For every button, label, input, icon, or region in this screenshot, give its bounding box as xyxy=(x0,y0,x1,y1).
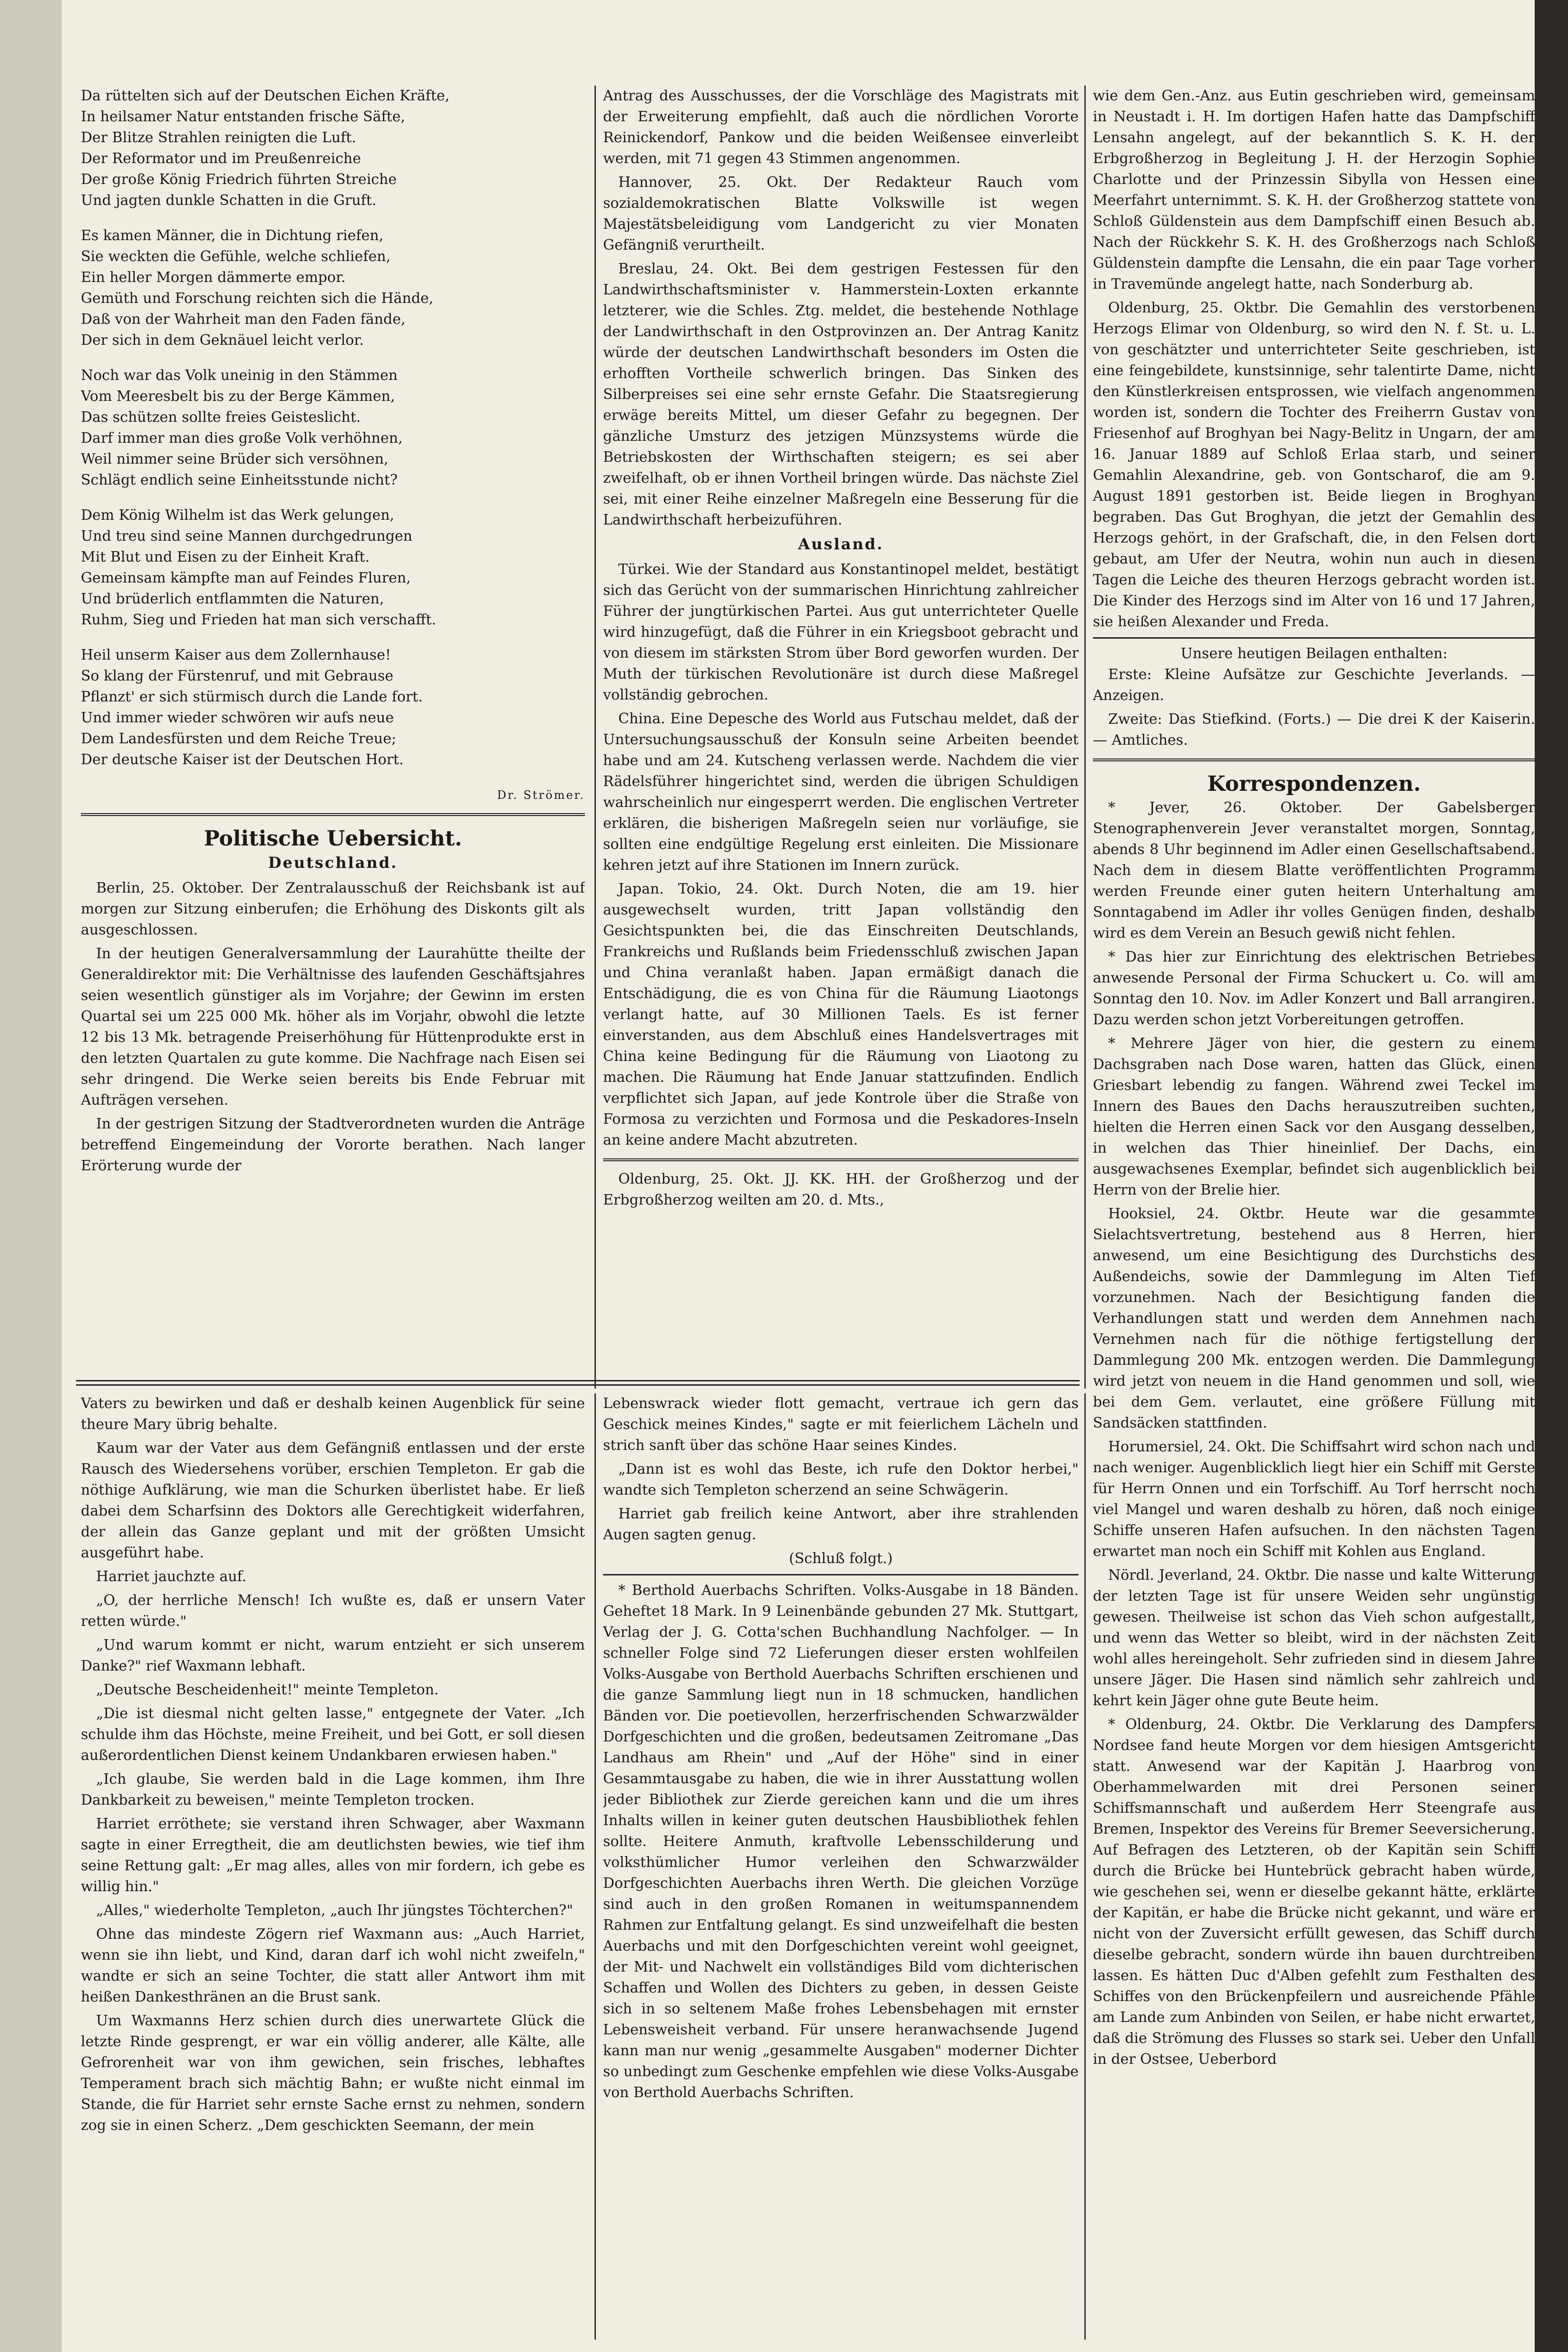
article-paragraph-japan: Japan. Tokio, 24. Okt. Durch Noten, die am 19. hier ausgewechselt wurden, tritt Japan vollständig den Gesichtspunkten bei, die das Einschreiten Deutschlands, Frankreichs und Rußlands beim Friedensschluß zwischen Japan und China veranlaßt haben. Japan ermäßigt danach die Entschädigung, die es von China für die Räumung Liaotongs verlangt hatte, auf 30 Millionen Taels. Es ist ferner einverstanden, aus dem Abschluß eines Handelsvertrages mit China keine Bedingung für die Räumung von Liaotong zu machen. Die Räumung hat Ende Januar stattzufinden. Endlich verpflichtet sich Japan, auf jede Kontrole über die Straße von Formosa zu verzichten und Formosa und die Peskadores-Inseln an keine andere Macht abzutreten. xyxy=(603,881,1079,1148)
poem-stanza xyxy=(81,86,585,211)
poem-line: Ruhm, Sieg und Frieden hat man sich verschafft. xyxy=(81,612,437,628)
poem-line: Der deutsche Kaiser ist der Deutschen Hort. xyxy=(81,751,404,768)
korr-paragraph: * Oldenburg, 24. Oktbr. Die Verklarung des Dampfers Nordsee fand heute Morgen vor dem hiesigen Amtsgericht statt. Anwesend war der Kapitän J. Haarbrog von Oberhammelwarden mit drei Personen seiner Schiffsmannschaft und außerdem Herr Steengrafe aus Bremen, Inspektor des Vereins für Bremer Seeversicherung. Auf Befragen des Letzteren, ob der Kapitän sein Schiff durch die Brücke bei Huntebrück gebracht haben würde, wie geschehen sei, wenn er dieselbe gekannt hätte, erklärte der Kapitän, er habe die Brücke nicht gekannt, und wäre er nicht von der Zuversicht erfüllt gewesen, das Schiff durch dieselbe gebracht, sondern würde ihn bauen durchtreiben lassen. Es hätten Duc d'Alben gefehlt zum Festhalten des Schiffes von den Brückenpfeilern und ausreichende Pfähle am Lande zum Anbinden von Seilen, er habe nicht erwartet, daß die Strömung des Flusses so stark sei. Ueber den Unfall in der Ostsee, Ueberbord xyxy=(1093,1716,1535,2068)
poem-stanza xyxy=(81,225,585,351)
feuilleton-column-2 xyxy=(603,1393,1079,2340)
poem-line: Darf immer man dies große Volk verhöhnen, xyxy=(81,430,403,447)
feuilleton-paragraph: „Deutsche Bescheidenheit!" meinte Templeton. xyxy=(96,1681,439,1698)
subheading-ausland: Ausland. xyxy=(798,535,884,553)
feuilleton-separator xyxy=(76,1380,1080,1386)
column-rule xyxy=(594,1393,596,2340)
poem-line: Und immer wieder schwören wir aufs neue xyxy=(81,709,394,726)
section-heading-korrespondenzen: Korrespondenzen. xyxy=(1207,772,1421,796)
article-paragraph-oldenburg-herzogin: Oldenburg, 25. Oktbr. Die Gemahlin des verstorbenen Herzogs Elimar von Oldenburg, so wird den N. f. St. u. L. von geschätzter und unterrichteter Seite geschrieben, ist eine feingebildete, kunstsinnige, sehr talentirte Dame, nicht den Künstlerkreisen entsprossen, wie vielfach angenommen worden ist, sondern die Tochter des Freiherrn Gustav von Friesenhof auf Broghyan bei Nagy-Belitz in Ungarn, der am 16. Januar 1889 auf Schloß Erlaa starb, und seiner Gemahlin Alexandrine, geb. von Gontscharof, die am 9. August 1891 gestorben ist. Beide liegen in Broghyan begraben. Das Gut Broghyan, die jetzt der Gemahlin des Herzogs gehört, in der Grafschaft, die, in den Felsen dort gebaut, am Ufer der Neutra, wohin nun auch in diesen Tagen die Leiche des theuren Herzogs gebracht worden ist. Die Kinder des Herzogs sind im Alter von 16 und 17 Jahren, sie heißen Alexander und Freda. xyxy=(1093,300,1535,630)
poem-line: Vom Meeresbelt bis zu der Berge Kämmen, xyxy=(81,388,395,405)
poem-stanza xyxy=(81,645,585,770)
poem-line: In heilsamer Natur entstanden frische Säfte, xyxy=(81,108,406,125)
section-rule xyxy=(603,1574,1079,1575)
poem-line: Ein heller Morgen dämmerte empor. xyxy=(81,269,346,286)
beilagen-first: Erste: Kleine Aufsätze zur Geschichte Jeverlands. — Anzeigen. xyxy=(1093,666,1535,704)
column-rule xyxy=(1084,86,1086,1389)
poem-line: Gemüth und Forschung reichten sich die Hände, xyxy=(81,290,434,307)
korr-paragraph: * Das hier zur Einrichtung des elektrischen Betriebes anwesende Personal der Firma Schuckert u. Co. will am Sonntag den 10. Nov. im Adler Konzert und Ball arrangiren. Dazu werden schon jetzt Vorbereitungen getroffen. xyxy=(1093,949,1535,1028)
poem-stanza xyxy=(81,505,585,631)
column-rule xyxy=(594,86,596,1389)
feuilleton-paragraph: Harriet gab freilich keine Antwort, aber ihre strahlenden Augen sagten genug. xyxy=(603,1506,1079,1543)
poem-line: Da rüttelten sich auf der Deutschen Eichen Kräfte, xyxy=(81,87,450,104)
feuilleton-paragraph: Vaters zu bewirken und daß er deshalb keinen Augenblick für seine theure Mary übrig behalte. xyxy=(81,1395,585,1433)
section-rule xyxy=(603,1158,1079,1161)
feuilleton-paragraph: „Ich glaube, Sie werden bald in die Lage kommen, ihm Ihre Dankbarkeit zu beweisen," meinte Templeton trocken. xyxy=(81,1771,585,1808)
continuation-note: (Schluß folgt.) xyxy=(789,1550,893,1567)
poem-line: Pflanzt' er sich stürmisch durch die Lande fort. xyxy=(81,689,423,705)
feuilleton-paragraph: Kaum war der Vater aus dem Gefängniß entlassen und der erste Rausch des Wiedersehens vorüber, erschien Templeton. Er gab die nöthige Aufklärung, wie man die Schurken überlistet habe. Er ließ dabei dem Scharfsinn des Doktors alle Gerechtigkeit widerfahren, der allein das Ganze geplant und mit der größten Umsicht ausgeführt habe. xyxy=(81,1440,585,1561)
korr-paragraph: Nördl. Jeverland, 24. Oktbr. Die nasse und kalte Witterung der letzten Tage ist für unsere Weiden sehr ungünstig gewesen. Theilweise ist schon das Vieh schon aufgestallt, und wenn das Wetter so bleibt, wird in der nächsten Zeit wohl alles hereingeholt. Sehr zufrieden sind in diesem Jahre unsere Jäger. Die Hasen sind nämlich sehr zahlreich und kehrt kein Jäger ohne gute Beute heim. xyxy=(1093,1567,1535,1709)
poem-line: Der sich in dem Geknäuel leicht verlor. xyxy=(81,332,364,349)
feuilleton-paragraph: Ohne das mindeste Zögern rief Waxmann aus: „Auch Harriet, wenn sie ihn liebt, und Kind, daran darf ich wohl nicht zweifeln," wandte er sich an seine Tochter, die statt aller Antwort ihm mit heißen Dankesthränen an die Brust sank. xyxy=(81,1926,585,2005)
feuilleton-column-1 xyxy=(81,1393,585,2340)
beilagen-second: Zweite: Das Stiefkind. (Forts.) — Die drei K der Kaiserin. — Amtliches. xyxy=(1093,711,1535,748)
feuilleton-paragraph: Harriet jauchzte auf. xyxy=(96,1568,247,1585)
article-paragraph: Antrag des Ausschusses, der die Vorschläge des Magistrats mit der Erweiterung empfiehlt, daß auch die nördlichen Vororte Reinickendorf, Pankow und die beiden Weißensee einverleibt werden, mit 71 gegen 43 Stimmen angenommen. xyxy=(603,87,1079,167)
scan-left-margin xyxy=(0,0,62,2352)
article-paragraph: In der gestrigen Sitzung der Stadtverordneten wurden die Anträge betreffend Eingemeindung der Vororte berathen. Nach langer Erörterung wurde der xyxy=(81,1116,585,1174)
article-paragraph: wie dem Gen.-Anz. aus Eutin geschrieben wird, gemeinsam in Neustadt i. H. Im dortigen Hafen hatte das Dampfschiff Lensahn angelegt, auf der bekanntlich S. K. H. der Erbgroßherzog in Begleitung J. H. der Herzogin Sophie Charlotte und der Prinzessin Sibylla von Hessen eine Meerfahrt unternimmt. S. K. H. der Großherzog stattete von Schloß Güldenstein aus dem Dampfschiff einen Besuch ab. Nach der Rückkehr S. K. H. des Großherzogs nach Schloß Güldenstein dampfte die Lensahn, die ein paar Tage vorher in Travemünde angelegt hatte, nach Sonderburg ab. xyxy=(1093,87,1535,292)
feuilleton-paragraph: Lebenswrack wieder flott gemacht, vertraue ich gern das Geschick meines Kindes," sagte er mit feierlichem Lächeln und strich sanft über das schöne Haar seines Kindes. xyxy=(603,1395,1079,1454)
beilagen-title: Unsere heutigen Beilagen enthalten: xyxy=(1180,645,1448,662)
poem-line: Der Reformator und im Preußenreiche xyxy=(81,150,361,167)
article-paragraph: Berlin, 25. Oktober. Der Zentralausschuß der Reichsbank ist auf morgen zur Sitzung einberufen; die Erhöhung des Diskonts gilt als ausgeschlossen. xyxy=(81,880,585,938)
korr-paragraph: Hooksiel, 24. Oktbr. Heute war die gesammte Sielachtsvertretung, bestehend aus 8 Herren, hier anwesend, um eine Besichtigung des Durchstichs des Außendeichs, sowie der Dammlegung im Alten Tief vorzunehmen. Nach der Besichtigung fanden die Verhandlungen statt und werden dem Annehmen nach Vernehmen nach für die nöthige fertigstellung der Dammlegung 200 Mk. entzogen werden. Die Dammlegung wird jetzt von neuem in die Hand genommen und soll, wie bei dem Gem. verlautet, eine größere Füllung mit Sandsäcken stattfinden. xyxy=(1093,1205,1535,1431)
poem-line: Dem König Wilhelm ist das Werk gelungen, xyxy=(81,507,395,524)
heading-rule xyxy=(81,813,585,816)
article-paragraph-tuerkei: Türkei. Wie der Standard aus Konstantinopel meldet, bestätigt sich das Gerücht von der summarischen Hinrichtung zahlreicher Führer der jungtürkischen Partei. Aus gut unterrichteter Quelle wird hinzugefügt, daß die Führer in ein Kriegsboot gebracht und von diesem im stärksten Strom über Bord geworfen wurden. Der Muth der türkischen Revolutionäre ist durch diese Maßregel vollständig gebrochen. xyxy=(603,561,1079,703)
poem-line: Noch war das Volk uneinig in den Stämmen xyxy=(81,367,398,384)
poem-line: Sie weckten die Gefühle, welche schliefen, xyxy=(81,248,391,265)
poem-line: Weil nimmer seine Brüder sich versöhnen, xyxy=(81,451,389,467)
poem-author: Dr. Strömer. xyxy=(497,788,585,802)
feuilleton-paragraph: „Und warum kommt er nicht, warum entzieht er sich unserem Danke?" rief Waxmann lebhaft. xyxy=(81,1637,585,1674)
poem-line: Gemeinsam kämpfte man auf Feindes Fluren, xyxy=(81,570,411,586)
article-paragraph: In der heutigen Generalversammlung der Laurahütte theilte der Generaldirektor mit: Die Verhältnisse des laufenden Geschäftsjahres seien wesentlich günstiger als im Vorjahre; der Gewinn im ersten Quartal sei um 225 000 Mk. höher als im Vorjahr, obwohl die letzte 12 bis 13 Mk. betragende Preiserhöhung für Hüttenprodukte erst in den letzten Quartalen zu gute komme. Die Nachfrage nach Eisen sei sehr dringend. Die Werke seien bereits bis Ende Februar mit Aufträgen versehen. xyxy=(81,945,585,1108)
poem-line: Und jagten dunkle Schatten in die Gruft. xyxy=(81,192,377,209)
column-3 xyxy=(1093,86,1535,2340)
column-1-upper xyxy=(81,86,585,1370)
korr-paragraph: * Jever, 26. Oktober. Der Gabelsberger Stenographenverein Jever veranstaltet morgen, Sonntag, abends 8 Uhr beginnend im Adler einen Gesellschaftsabend. Nach dem in diesem Blatte veröffentlichten Programm werden Freunde einer guten heitern Unterhaltung am Sonntagabend im Adler ihr volles Genügen finden, deshalb wird es dem Verein an Besuch gewiß nicht fehlen. xyxy=(1093,799,1535,942)
poem-line: Mit Blut und Eisen zu der Einheit Kraft. xyxy=(81,549,370,565)
feuilleton-paragraph: „O, der herrliche Mensch! Ich wußte es, daß er unsern Vater retten würde." xyxy=(81,1592,585,1630)
section-heading-politik: Politische Uebersicht. xyxy=(204,826,462,851)
poem-line: Und treu sind seine Mannen durchgedrungen xyxy=(81,528,413,544)
feuilleton-paragraph: „Alles," wiederholte Templeton, „auch Ihr jüngstes Töchterchen?" xyxy=(96,1902,574,1919)
article-paragraph-china: China. Eine Depesche des World aus Futschau meldet, daß der Untersuchungsausschuß der Konsuln seine Arbeiten beendet habe und am 24. Kutscheng verlassen werde. Nachdem die vier Rädelsführer hingerichtet sind, werden die übrigen Schuldigen wahrscheinlich nur eingesperrt werden. Die englischen Vertreter erklären, die bisherigen Maßregeln seien nur vorläufige, sie sollten eine endgültige Regelung erst einleiten. Die Missionare kehren jetzt auf ihre Stationen im Innern zurück. xyxy=(603,710,1079,874)
poem-line: Und brüderlich entflammten die Naturen, xyxy=(81,591,384,607)
column-rule xyxy=(1084,1393,1086,2340)
beilagen-rule xyxy=(1093,637,1535,639)
poem-stanza xyxy=(81,365,585,491)
poem-line: Daß von der Wahrheit man den Faden fände, xyxy=(81,311,406,328)
article-paragraph-oldenburg: Oldenburg, 25. Okt. JJ. KK. HH. der Großherzog und der Erbgroßherzog weilten am 20. d. Mts., xyxy=(603,1171,1079,1208)
poem-line: Es kamen Männer, die in Dichtung riefen, xyxy=(81,227,384,244)
korr-rule xyxy=(1093,758,1535,761)
auerbach-review: * Berthold Auerbachs Schriften. Volks-Ausgabe in 18 Bänden. Geheftet 18 Mark. In 9 Leinenbände gebunden 27 Mk. Stuttgart, Verlag der J. G. Cotta'schen Buchhandlung Nachfolger. — In schneller Folge sind 72 Lieferungen dieser ersten wohlfeilen Volks-Ausgabe von Berthold Auerbachs Schriften erschienen und die ganze Sammlung liegt nun in 18 schmucken, handlichen Bänden vor. Die poetievollen, herzerfrischenden Schwarzwälder Dorfgeschichten und die großen, bedeutsamen Zeitromane „Das Landhaus am Rhein" und „Auf der Höhe" sind in einer Gesammtausgabe zu haben, die wie in ihrer Ausstattung wollen jeder Bibliothek zur Zierde gereichen kann und die um ihres Inhalts willen in keiner guten deutschen Hausbibliothek fehlen sollte. Heitere Anmuth, kraftvolle Lebensschilderung und volksthümlicher Humor verleihen den Schwarzwälder Dorfgeschichten Auerbachs ihren Werth. Die gleichen Vorzüge sind auch in den großen Romanen in weitumspannendem Rahmen zur Entfaltung gelangt. Es sind unzweifelhaft die besten Auerbachs und mit den Dorfgeschichten vereint wohl geeignet, der Mit- und Nachwelt ein vollständiges Bild vom dichterischen Schaffen und Wollen des Dichters zu geben, in dessen Geiste sich in so seltenem Maße frohes Lebensbehagen mit ernster Lebensweisheit verband. Für unsere heranwachsende Jugend kann man nur wenig „gesammelte Ausgaben" moderner Dichter so unbedingt zum Geschenke empfehlen wie diese Volks-Ausgabe von Berthold Auerbachs Schriften. xyxy=(603,1582,1079,2101)
korr-paragraph: Horumersiel, 24. Okt. Die Schiffsahrt wird schon nach und nach weniger. Augenblicklich liegt hier ein Schiff mit Gerste für Herrn Onnen und ein Torfschiff. Au Torf herrscht noch viel Mangel und waren deshalb zu hören, daß noch einige Schiffe unseren Hafen aufsuchen. In den nächsten Tagen erwartet man noch ein Schiff mit Kohlen aus England. xyxy=(1093,1438,1535,1560)
column-2-upper xyxy=(603,86,1079,1370)
poem-line: Der große König Friedrich führten Streiche xyxy=(81,171,397,188)
korr-paragraph: * Mehrere Jäger von hier, die gestern zu einem Dachsgraben nach Dose waren, hatten das Glück, einen Griesbart lebendig zu fangen. Während zwei Teckel im Innern des Baues den Dachs herauszutreiben suchten, hielten die Herren einen Sack vor den Ausgang desselben, in welchen das Thier hineinlief. Der Dachs, ein ausgewachsenes Exemplar, befindet sich augenblicklich bei Herrn von der Brelie hier. xyxy=(1093,1035,1535,1198)
scan-right-binding-shadow xyxy=(1535,0,1568,2352)
subheading-deutschland: Deutschland. xyxy=(268,854,398,872)
feuilleton-paragraph: Um Waxmanns Herz schien durch dies unerwartete Glück die letzte Rinde gesprengt, er war ein völlig anderer, alle Kälte, alle Gefrorenheit war von ihm gewichen, sein frisches, lebhaftes Temperament brach sich mächtig Bahn; er wußte nicht einmal im Stande, die für Harriet sehr ernste Sache ernst zu nehmen, sondern zog sie in einen Scherz. „Dem geschickten Seemann, der mein xyxy=(81,2012,585,2134)
feuilleton-paragraph: Harriet erröthete; sie verstand ihren Schwager, aber Waxmann sagte in einer Erregtheit, die am deutlichsten bewies, wie tief ihm seine Rettung galt: „Er mag alles, alles von mir fordern, ich gebe es willig hin." xyxy=(81,1816,585,1895)
article-paragraph-hannover: Hannover, 25. Okt. Der Redakteur Rauch vom sozialdemokratischen Blatte Volkswille ist wegen Majestätsbeleidigung vom Landgericht zu vier Monaten Gefängniß verurtheilt. xyxy=(603,174,1079,253)
poem-line: Heil unserm Kaiser aus dem Zollernhause! xyxy=(81,647,391,663)
poem-line: Der Blitze Strahlen reinigten die Luft. xyxy=(81,129,356,146)
poem-line: Schlägt endlich seine Einheitsstunde nicht? xyxy=(81,472,398,488)
feuilleton-paragraph: „Die ist diesmal nicht gelten lasse," entgegnete der Vater. „Ich schulde ihm das Höchste, meine Freiheit, und bei Gott, er soll diesen außerordentlichen Dienst keinem Undankbaren erwiesen haben." xyxy=(81,1705,585,1764)
article-paragraph-breslau: Breslau, 24. Okt. Bei dem gestrigen Festessen für den Landwirthschaftsminister v. Hammerstein-Loxten erkannte letzterer, wie die Schles. Ztg. meldet, die bestehende Nothlage der Landwirthschaft in den Ostprovinzen an. Der Antrag Kanitz würde der deutschen Landwirthschaft besonders im Osten die erhofften Vortheile schwerlich bringen. Das Sinken des Silberpreises sei eine sehr ernste Gefahr. Die Staatsregierung erwäge bereits Mittel, um dieser Gefahr zu begegnen. Der gänzliche Umsturz des jetzigen Münzsystems würde die Betriebskosten der Wirthschaften steigern; es sei aber zweifelhaft, ob er ihnen Vortheil bringen würde. Das nächste Ziel sei, mit einer Reihe einzelner Maßregeln eine Besserung für die Landwirthschaft herbeizuführen. xyxy=(603,261,1079,528)
feuilleton-paragraph: „Dann ist es wohl das Beste, ich rufe den Doktor herbei," wandte sich Templeton scherzend an seine Schwägerin. xyxy=(603,1461,1079,1498)
poem-line: So klang der Fürstenruf, und mit Gebrause xyxy=(81,668,394,684)
poem xyxy=(81,86,585,770)
poem-line: Dem Landesfürsten und dem Reiche Treue; xyxy=(81,730,397,747)
poem-line: Das schützen sollte freies Geisteslicht. xyxy=(81,409,361,426)
